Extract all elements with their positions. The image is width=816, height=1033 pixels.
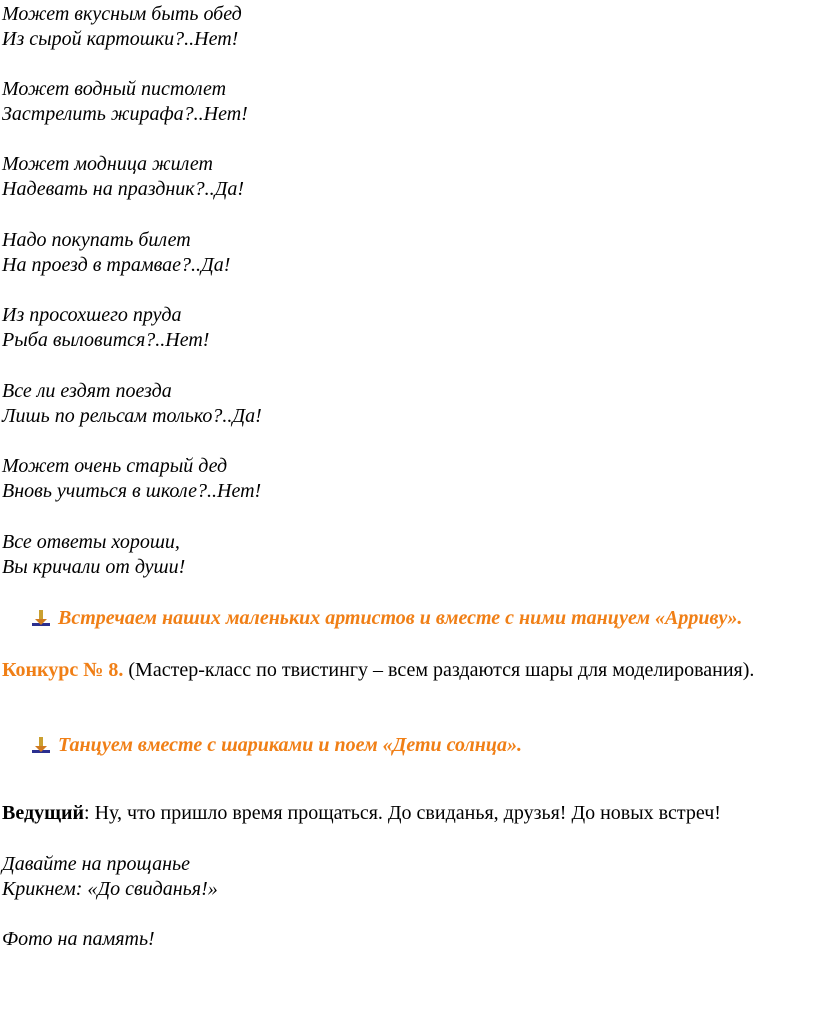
stanza-line: Может модница жилет bbox=[2, 153, 213, 175]
photo-note bbox=[2, 927, 155, 952]
host-paragraph bbox=[2, 801, 721, 826]
farewell-line: Давайте на прощанье bbox=[2, 853, 191, 875]
stanza-line: Лишь по рельсам только?..Да! bbox=[2, 405, 262, 427]
stanza-line: Из просохшего пруда bbox=[2, 304, 182, 326]
stanza-line: Может водный пистолет bbox=[2, 78, 227, 100]
stanza-line: Рыба выловится?..Нет! bbox=[2, 329, 210, 351]
stanza-line: Вы кричали от души! bbox=[2, 556, 186, 578]
stanza-line: На проезд в трамвае?..Да! bbox=[2, 254, 231, 276]
stanza-7 bbox=[2, 454, 261, 504]
bullet-text: Встречаем наших маленьких артистов и вместе с ними танцуем «Арриву». bbox=[58, 607, 743, 629]
stanza-line: Надевать на праздник?..Да! bbox=[2, 178, 245, 200]
host-speech: : Ну, что пришло время прощаться. До свиданья, друзья! До новых встреч! bbox=[84, 802, 721, 824]
stanza-line: Может очень старый дед bbox=[2, 455, 228, 477]
bullet-text: Танцуем вместе с шариками и поем «Дети солнца». bbox=[58, 734, 522, 756]
stanza-3 bbox=[2, 152, 244, 202]
contest-paragraph bbox=[2, 657, 802, 683]
farewell-line: Крикнем: «До свиданья!» bbox=[2, 878, 218, 900]
bullet-arrow-icon bbox=[30, 608, 52, 630]
stanza-line: Все ответы хороши, bbox=[2, 531, 180, 553]
stanza-1 bbox=[2, 2, 242, 52]
stanza-4 bbox=[2, 228, 230, 278]
stanza-line: Застрелить жирафа?..Нет! bbox=[2, 103, 248, 125]
stanza-5 bbox=[2, 303, 209, 353]
stanza-6 bbox=[2, 379, 262, 429]
stanza-line: Из сырой картошки?..Нет! bbox=[2, 28, 239, 50]
photo-line: Фото на память! bbox=[2, 928, 155, 950]
bullet-item-dance bbox=[30, 606, 742, 631]
stanza-8 bbox=[2, 530, 185, 580]
farewell-verse bbox=[2, 852, 218, 902]
bullet-arrow-icon bbox=[30, 735, 52, 757]
stanza-line: Вновь учиться в школе?..Нет! bbox=[2, 480, 262, 502]
stanza-line: Надо покупать билет bbox=[2, 229, 191, 251]
host-label: Ведущий bbox=[2, 802, 85, 824]
stanza-line: Все ли ездят поезда bbox=[2, 380, 172, 402]
stanza-line: Может вкусным быть обед bbox=[2, 3, 242, 25]
stanza-2 bbox=[2, 77, 248, 127]
bullet-item-song bbox=[30, 733, 522, 758]
contest-label: Конкурс № 8. bbox=[2, 659, 124, 681]
contest-description: (Мастер-класс по твистингу – всем раздаются шары для моделирования). bbox=[123, 659, 755, 681]
